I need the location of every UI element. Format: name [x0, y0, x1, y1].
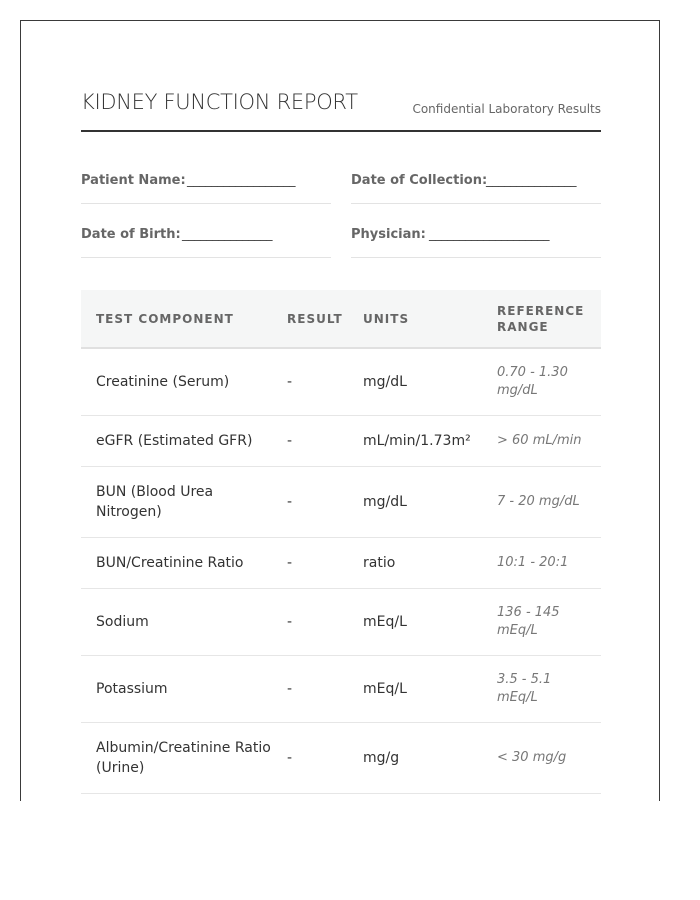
test-units: mEq/L	[363, 681, 407, 697]
report-title: KIDNEY FUNCTION REPORT	[81, 90, 358, 114]
test-units: ratio	[363, 555, 396, 571]
test-result: -	[287, 374, 293, 390]
table-row	[81, 349, 601, 416]
patient-name-label: Patient Name:	[81, 173, 186, 188]
table-row	[81, 538, 601, 589]
test-component: Potassium	[96, 681, 168, 697]
test-units: mEq/L	[363, 614, 407, 630]
results-table	[81, 290, 601, 794]
report-subtitle: Confidential Laboratory Results	[412, 102, 601, 116]
table-row	[81, 723, 601, 794]
reference-range: 7 - 20 mg/dL	[497, 494, 580, 509]
physician-field[interactable]	[351, 225, 601, 258]
patient-name-blank[interactable]: __________________	[187, 173, 295, 188]
test-units: mL/min/1.73m²	[363, 433, 471, 449]
test-component: Albumin/Creatinine Ratio (Urine)	[96, 740, 271, 776]
table-row	[81, 589, 601, 656]
table-row	[81, 467, 601, 538]
test-result: -	[287, 614, 293, 630]
reference-range: 136 - 145 mEq/L	[497, 605, 560, 638]
physician-blank[interactable]: ____________________	[429, 227, 549, 242]
date-of-birth-blank[interactable]: _______________	[182, 227, 272, 242]
test-result: -	[287, 433, 293, 449]
reference-range: 10:1 - 20:1	[497, 555, 569, 570]
test-component: BUN (Blood Urea Nitrogen)	[96, 484, 214, 520]
patient-name-field[interactable]	[81, 171, 331, 204]
report-header	[81, 90, 601, 132]
test-component: BUN/Creatinine Ratio	[96, 555, 244, 571]
test-result: -	[287, 681, 293, 697]
date-of-collection-blank[interactable]: _______________	[486, 173, 576, 188]
physician-label: Physician:	[351, 227, 426, 242]
test-component: Sodium	[96, 614, 149, 630]
test-component: Creatinine (Serum)	[96, 374, 230, 390]
header-result: RESULT	[287, 312, 343, 326]
table-row	[81, 656, 601, 723]
header-reference-range: REFERENCE RANGE	[497, 304, 585, 334]
reference-range: > 60 mL/min	[497, 433, 582, 448]
header-test-component: TEST COMPONENT	[96, 312, 234, 326]
test-units: mg/g	[363, 750, 400, 766]
date-of-collection-label: Date of Collection:	[351, 173, 488, 188]
table-row	[81, 416, 601, 467]
report-sheet	[20, 20, 660, 801]
test-result: -	[287, 750, 293, 766]
test-units: mg/dL	[363, 374, 407, 390]
reference-range: < 30 mg/g	[497, 750, 567, 765]
date-of-collection-field[interactable]	[351, 171, 601, 204]
date-of-birth-label: Date of Birth:	[81, 227, 181, 242]
header-units: UNITS	[363, 312, 410, 326]
test-result: -	[287, 555, 293, 571]
test-result: -	[287, 494, 293, 510]
reference-range: 0.70 - 1.30 mg/dL	[497, 365, 568, 398]
test-component: eGFR (Estimated GFR)	[96, 433, 253, 449]
test-units: mg/dL	[363, 494, 407, 510]
table-header	[81, 290, 601, 349]
date-of-birth-field[interactable]	[81, 225, 331, 258]
reference-range: 3.5 - 5.1 mEq/L	[497, 672, 552, 705]
